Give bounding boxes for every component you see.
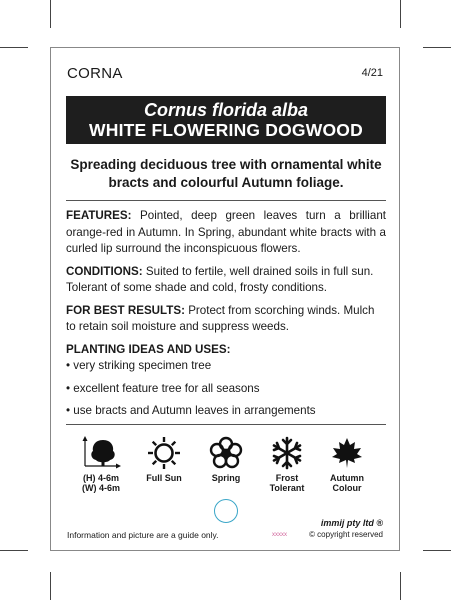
plant-code: CORNA bbox=[67, 65, 123, 82]
crop-mark bbox=[50, 572, 51, 600]
crop-mark bbox=[400, 0, 401, 28]
planting-heading-line bbox=[66, 342, 386, 359]
description-body bbox=[66, 208, 386, 426]
registration-circle bbox=[214, 499, 238, 523]
features-heading: FEATURES: bbox=[66, 209, 132, 222]
icon-label: Frost bbox=[275, 473, 299, 483]
autumn-leaf-icon bbox=[330, 436, 364, 470]
icon-label: (H) 4-6m bbox=[82, 473, 119, 483]
list-item: • use bracts and Autumn leaves in arrangements bbox=[66, 404, 316, 417]
icon-label: Spring bbox=[211, 473, 241, 483]
list-item: • excellent feature tree for all seasons bbox=[66, 381, 260, 395]
list-item: • very striking specimen tree bbox=[66, 359, 212, 372]
best-results-paragraph bbox=[66, 303, 386, 336]
code-mark: xxxxx bbox=[272, 532, 287, 538]
crop-mark bbox=[0, 47, 28, 48]
copyright: © copyright reserved bbox=[309, 530, 383, 539]
planting-heading: PLANTING IDEAS AND USES: bbox=[66, 342, 231, 356]
crop-mark bbox=[0, 550, 28, 551]
snowflake-icon bbox=[270, 436, 304, 470]
conditions-text: Suited to fertile, well drained soils in full sun. Tolerant of some shade and cold, frosty conditions. bbox=[66, 264, 374, 294]
icon-cell bbox=[71, 436, 131, 493]
best-results-text: Protect from scorching winds. Mulch to retain soil moisture and suppress weeds. bbox=[66, 303, 375, 333]
divider bbox=[66, 424, 386, 425]
plant-label-card bbox=[50, 47, 400, 551]
title-bar bbox=[66, 96, 386, 144]
crop-mark bbox=[423, 550, 451, 551]
label-date: 4/21 bbox=[361, 67, 383, 79]
latin-name: Cornus florida alba bbox=[143, 100, 309, 120]
features-paragraph bbox=[66, 208, 386, 258]
icon-cell bbox=[196, 436, 256, 483]
brand-name: immij pty ltd ® bbox=[320, 518, 383, 528]
conditions-heading: CONDITIONS: bbox=[66, 264, 143, 278]
disclaimer: Information and picture are a guide only. bbox=[67, 530, 219, 540]
best-results-heading: FOR BEST RESULTS: bbox=[66, 303, 185, 317]
divider bbox=[66, 200, 386, 201]
crop-mark bbox=[50, 0, 51, 28]
common-name: WHITE FLOWERING DOGWOOD bbox=[89, 120, 363, 140]
icon-label: Tolerant bbox=[269, 483, 305, 493]
icon-label: Full Sun bbox=[146, 473, 182, 483]
icon-cell bbox=[317, 436, 377, 493]
features-text: Pointed, deep green leaves turn a brilliant orange-red in Autumn. In Spring, abundant white bracts with a curled lip surround the inconspicuous flowers. bbox=[66, 209, 386, 255]
tagline: Spreading deciduous tree with ornamental white bracts and colourful Autumn foliage. bbox=[70, 157, 382, 190]
flower-icon bbox=[209, 436, 243, 470]
icon-cell bbox=[134, 436, 194, 483]
conditions-paragraph bbox=[66, 264, 386, 297]
icon-label: Colour bbox=[332, 483, 362, 493]
icon-label: Autumn bbox=[330, 473, 364, 483]
icon-label: (W) 4-6m bbox=[82, 483, 120, 493]
crop-mark bbox=[400, 572, 401, 600]
icon-row bbox=[66, 436, 386, 506]
sun-icon bbox=[147, 436, 181, 470]
tree-size-icon bbox=[81, 436, 121, 470]
crop-mark bbox=[423, 47, 451, 48]
icon-cell bbox=[257, 436, 317, 493]
